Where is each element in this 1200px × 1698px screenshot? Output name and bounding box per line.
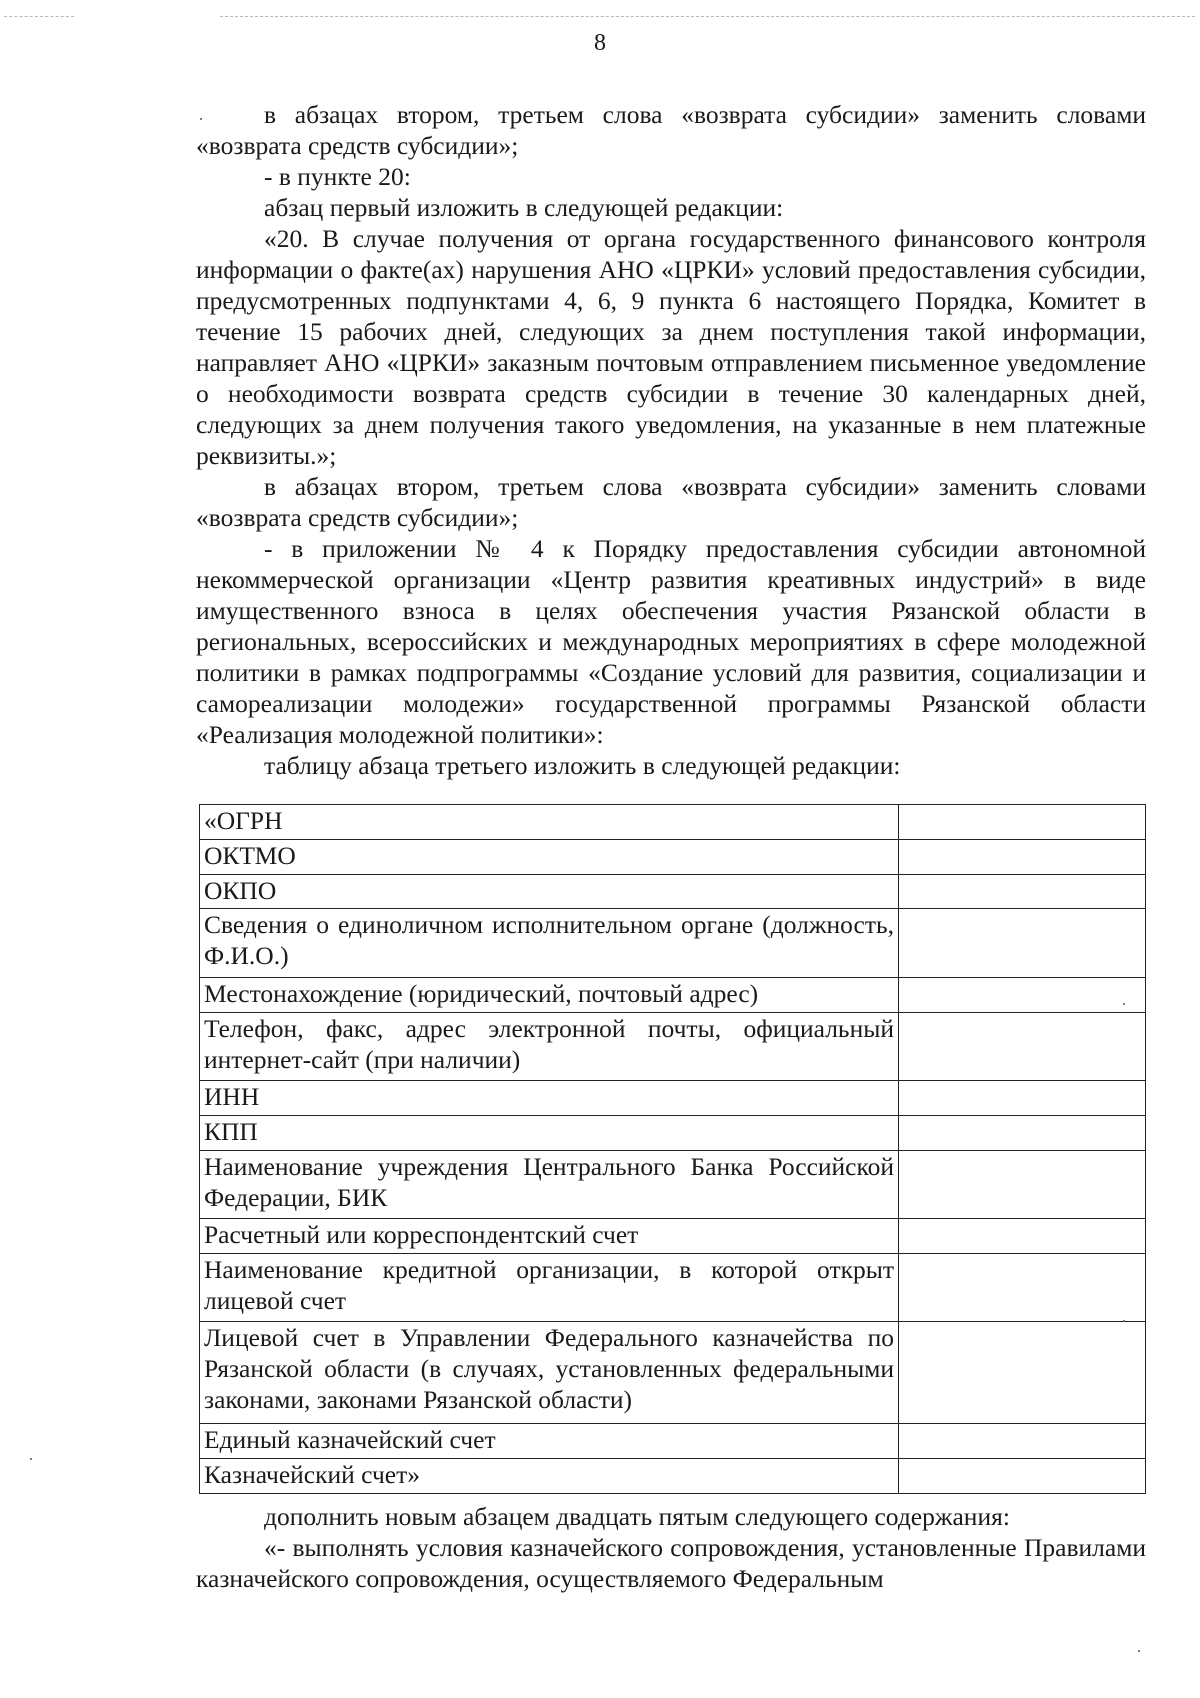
paragraph-returns-replace-2: в абзацах втором, третьем слова «возврата субсидии» заменить словами «возврата средств субсидии»; <box>196 472 1146 532</box>
table-row <box>200 874 1146 909</box>
table-row <box>200 909 1146 977</box>
table-row <box>200 1322 1146 1424</box>
requisite-label: ОКТМО <box>200 839 899 874</box>
paragraph-appendix-4: - в приложении № 4 к Порядку предоставления субсидии автономной некоммерческой организации «Центр развития креативных индустрий» в виде имущественного взноса в целях обеспечения участия Рязанской области в региональных, всероссийских и международных мероприятиях в сфере молодежной политики в рамках подпрограммы «Создание условий для развития, социализации и самореализации молодежи» государственной программы Рязанской области «Реализация молодежной политики»: <box>196 534 1146 749</box>
document-body-continued <box>196 1501 1146 1594</box>
table-row <box>200 1080 1146 1115</box>
requisite-value-cell <box>899 909 1146 977</box>
requisite-value-cell <box>899 1459 1146 1494</box>
paragraph-table-intro: таблицу абзаца третьего изложить в следующей редакции: <box>264 751 901 780</box>
requisite-label: Единый казначейский счет <box>200 1424 899 1459</box>
requisite-label: «ОГРН <box>200 805 899 840</box>
requisite-label: ИНН <box>200 1080 899 1115</box>
paragraph-point-20: - в пункте 20: <box>264 162 411 191</box>
paragraph-point-20-text: «20. В случае получения от органа государственного финансового контроля информации о факте(ах) нарушения АНО «ЦРКИ» условий предоставления субсидии, предусмотренных подпунктами 4, 6, 9 пункта 6 настоящего Порядка, Комитет в течение 15 рабочих дней, следующих за днем поступления такой информации, направляет АНО «ЦРКИ» заказным почтовым отправлением письменное уведомление о необходимости возврата средств субсидии в течение 30 календарных дней, следующих за днем получения такого уведомления, на указанные в нем платежные реквизиты.»; <box>196 224 1146 470</box>
page-number: 8 <box>594 30 606 56</box>
requisite-value-cell <box>899 1218 1146 1253</box>
table-row <box>200 1218 1146 1253</box>
requisite-value-cell <box>899 1115 1146 1150</box>
requisite-value-cell <box>899 1322 1146 1424</box>
paragraph-returns-replace: в абзацах втором, третьем слова «возврата субсидии» заменить словами «возврата средств субсидии»; <box>196 100 1146 160</box>
requisite-label: КПП <box>200 1115 899 1150</box>
requisite-label: Лицевой счет в Управлении Федерального казначейства по Рязанской области (в случаях, установленных федеральными законами, законами Рязанской области) <box>200 1322 899 1424</box>
table-row <box>200 1012 1146 1080</box>
requisite-label: Телефон, факс, адрес электронной почты, официальный интернет-сайт (при наличии) <box>200 1012 899 1080</box>
requisite-value-cell <box>899 1150 1146 1218</box>
table-row <box>200 839 1146 874</box>
requisite-value-cell <box>899 1253 1146 1321</box>
table-row <box>200 1115 1146 1150</box>
scan-speck <box>1123 1003 1125 1005</box>
table-row <box>200 1253 1146 1321</box>
table-row <box>200 977 1146 1012</box>
requisite-label: Наименование учреждения Центрального Банка Российской Федерации, БИК <box>200 1150 899 1218</box>
paragraph-add-abzac-25: дополнить новым абзацем двадцать пятым следующего содержания: <box>264 1502 1010 1531</box>
paragraph-treasury-support: «- выполнять условия казначейского сопровождения, установленные Правилами казначейского сопровождения, осуществляемого Федеральным <box>196 1533 1146 1593</box>
requisite-value-cell <box>899 1012 1146 1080</box>
table-row <box>200 1459 1146 1494</box>
document-body <box>196 99 1146 781</box>
scan-speck <box>1138 1650 1140 1652</box>
requisite-label: Расчетный или корреспондентский счет <box>200 1218 899 1253</box>
scan-edge-line-top <box>220 16 1195 17</box>
requisite-label: Сведения о единоличном исполнительном органе (должность, Ф.И.О.) <box>200 909 899 977</box>
scan-edge-line-left <box>4 16 74 17</box>
requisite-label: Местонахождение (юридический, почтовый адрес) <box>200 977 899 1012</box>
requisite-label: Казначейский счет» <box>200 1459 899 1494</box>
scan-speck <box>30 1458 32 1460</box>
table-row <box>200 805 1146 840</box>
requisite-value-cell <box>899 874 1146 909</box>
requisite-value-cell <box>899 1424 1146 1459</box>
requisites-table <box>199 804 1146 1494</box>
scan-speck <box>200 118 202 120</box>
requisite-label: ОКПО <box>200 874 899 909</box>
table-row <box>200 1424 1146 1459</box>
requisite-value-cell <box>899 839 1146 874</box>
requisite-value-cell <box>899 977 1146 1012</box>
scan-speck <box>1123 1320 1125 1322</box>
table-row <box>200 1150 1146 1218</box>
requisite-value-cell <box>899 1080 1146 1115</box>
requisite-label: Наименование кредитной организации, в которой открыт лицевой счет <box>200 1253 899 1321</box>
requisite-value-cell <box>899 805 1146 840</box>
paragraph-first-abzac: абзац первый изложить в следующей редакции: <box>264 193 784 222</box>
